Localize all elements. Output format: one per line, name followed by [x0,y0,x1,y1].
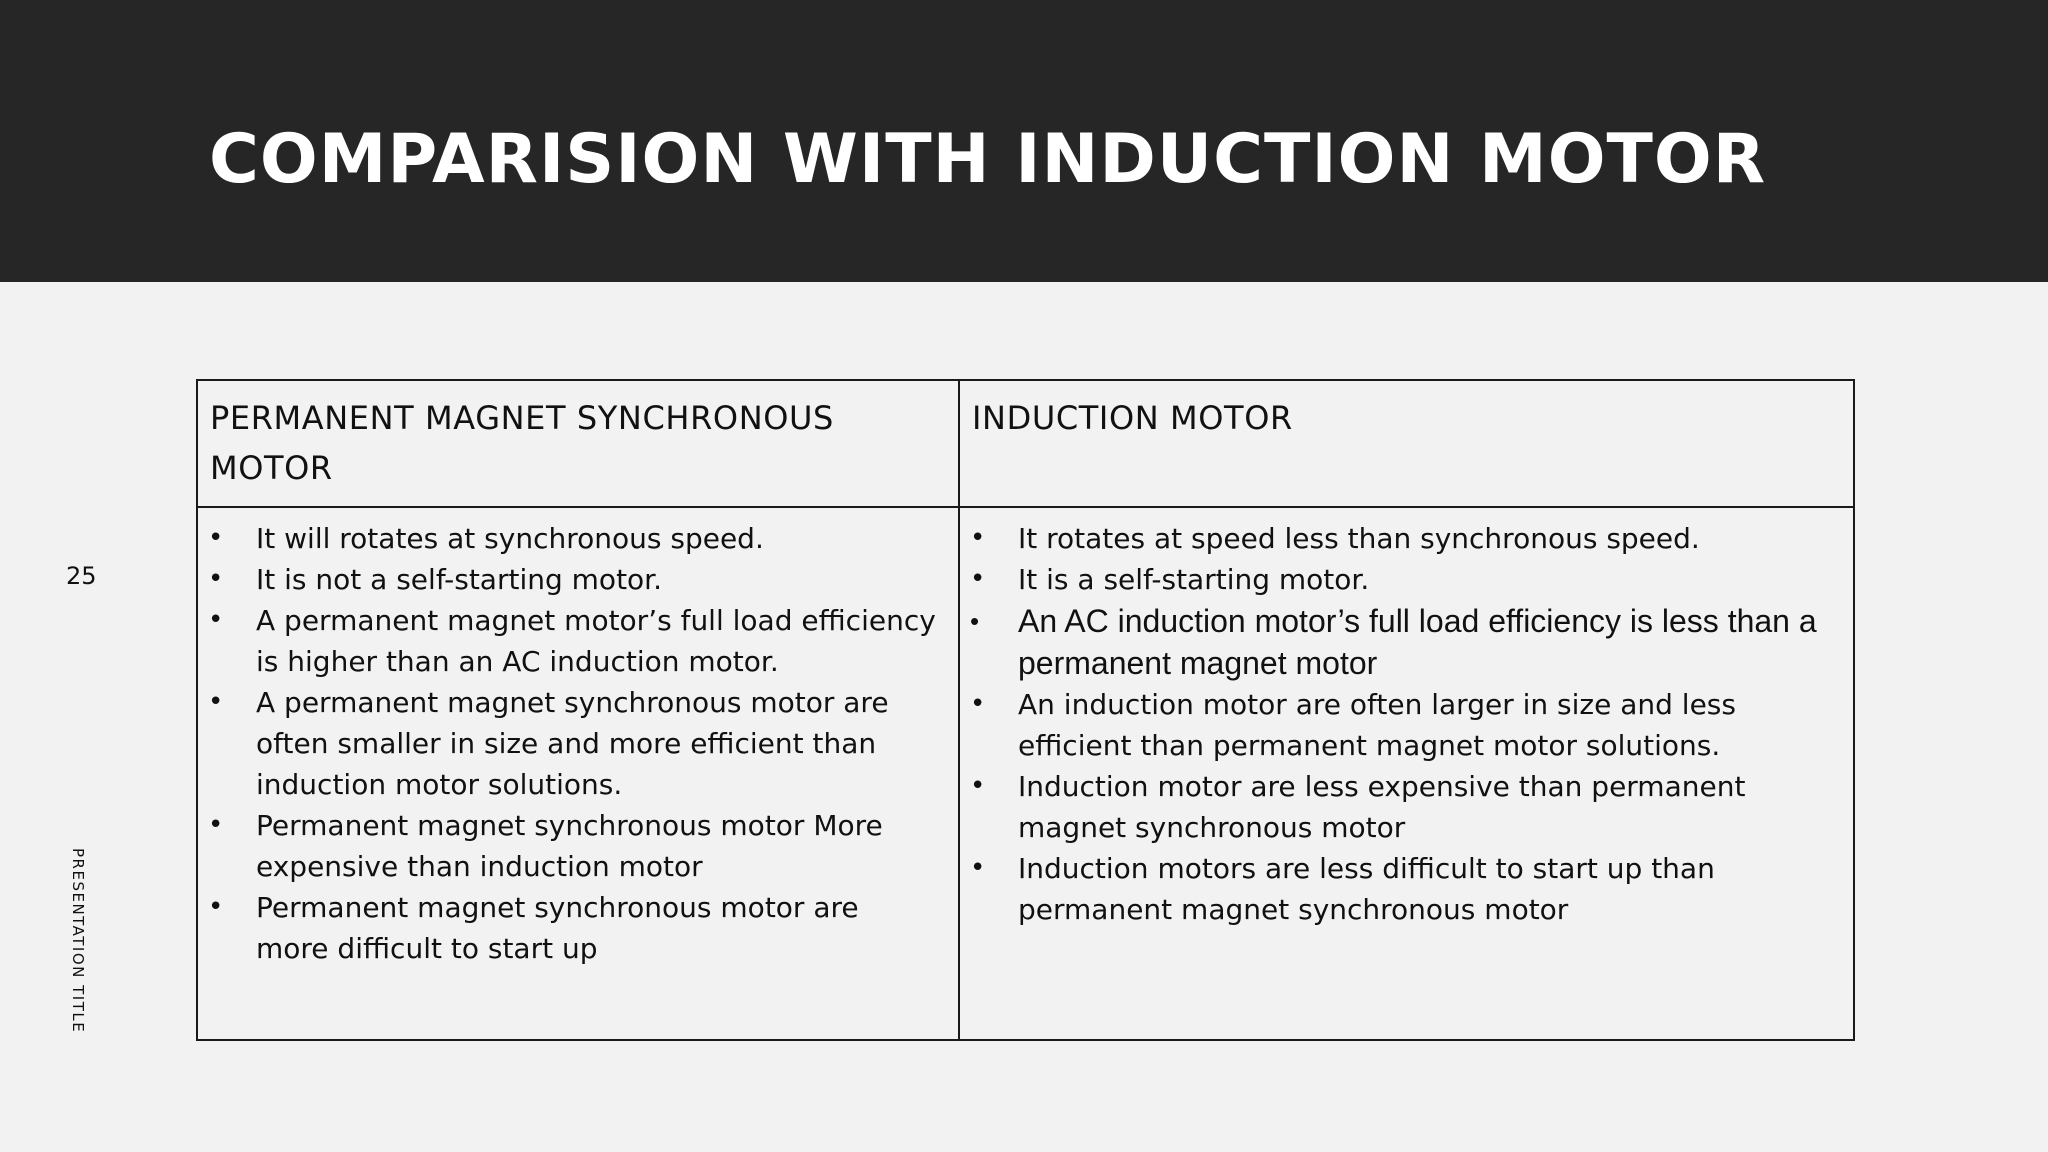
header-permanent-magnet-motor: PERMANENT MAGNET SYNCHRONOUS MOTOR [197,380,959,507]
list-item: • It is a self-starting motor. [970,559,1833,600]
induction-motor-cell [959,507,1854,1040]
list-item: • It will rotates at synchronous speed. [208,518,938,559]
table-header-row [197,380,1854,507]
induction-motor-bullet-list [970,518,1833,930]
list-item: • Permanent magnet synchronous motor are more difficult to start up [208,887,938,969]
presentation-title-label: PRESENTATION TITLE [69,848,87,1034]
permanent-magnet-bullet-list [208,518,938,969]
list-item: • Induction motors are less difficult to start up than permanent magnet synchronous motor [970,848,1833,930]
list-item: • A permanent magnet synchronous motor are often smaller in size and more efficient than induction motor solutions. [208,682,938,805]
list-item: • A permanent magnet motor’s full load efficiency is higher than an AC induction motor. [208,600,938,682]
list-item: • Permanent magnet synchronous motor More expensive than induction motor [208,805,938,887]
table-row [197,507,1854,1040]
permanent-magnet-cell [197,507,959,1040]
slide-number: 25 [66,562,97,590]
list-item: • It rotates at speed less than synchronous speed. [970,518,1833,559]
list-item: • It is not a self-starting motor. [208,559,938,600]
comparison-table [196,379,1855,1041]
title-banner [0,0,2048,282]
list-item: • An AC induction motor’s full load efficiency is less than a permanent magnet motor [970,600,1833,684]
list-item: • An induction motor are often larger in size and less efficient than permanent magnet motor solutions. [970,684,1833,766]
slide-title: COMPARISION WITH INDUCTION MOTOR [209,120,1767,199]
header-induction-motor: INDUCTION MOTOR [959,380,1854,507]
list-item: • Induction motor are less expensive than permanent magnet synchronous motor [970,766,1833,848]
